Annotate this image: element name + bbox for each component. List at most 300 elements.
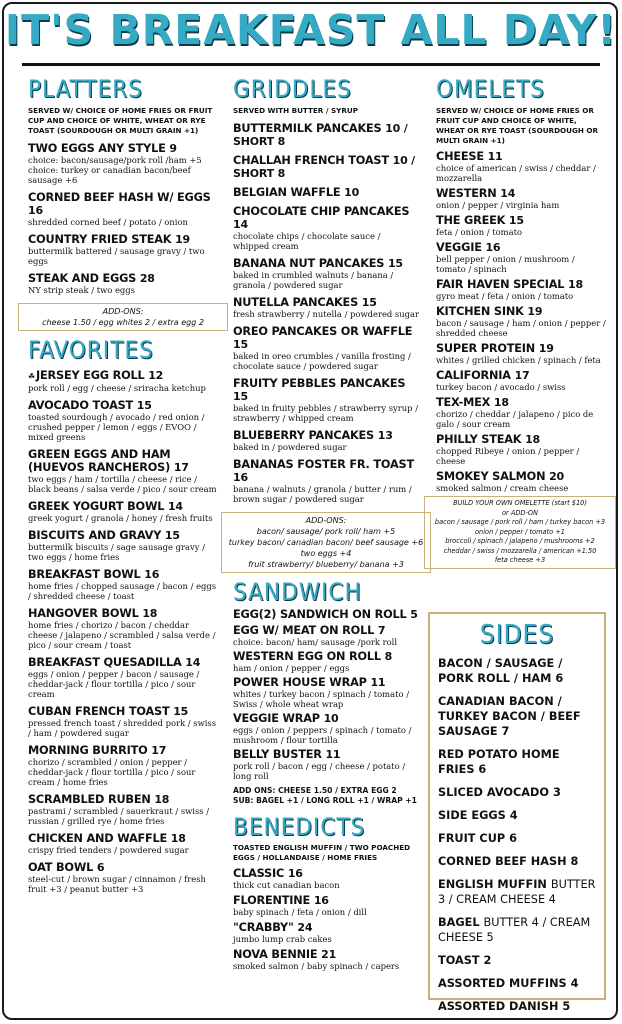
item-title: BUTTERMILK PANCAKES <box>233 122 382 135</box>
griddles-addon-line: fruit strawberry/ blueberry/ banana +3 <box>248 560 404 569</box>
side-item <box>438 656 596 686</box>
item-price: 16 <box>144 568 160 581</box>
side-item <box>438 877 596 907</box>
side-name: ASSORTED MUFFINS <box>438 977 567 990</box>
item-description: chorizo / cheddar / jalapeno / pico de galo / sour cream <box>436 409 594 429</box>
item-price: 10 <box>323 712 339 725</box>
side-name: TOAST <box>438 954 480 967</box>
item-description: choice: bacon/sausage/pork roll /ham +5 choice: turkey or canadian bacon/beef sausage +6 <box>28 155 202 185</box>
item-name <box>233 948 419 961</box>
item-description: toasted sourdough / avocado / red onion / crushed pepper / lemon / eggs / EVOO / mixed greens <box>28 412 205 442</box>
item-name <box>28 705 218 718</box>
item-name <box>233 921 419 934</box>
item-price: 8 <box>384 650 393 663</box>
menu-item <box>233 154 419 180</box>
item-name <box>28 272 218 285</box>
side-item <box>438 953 596 968</box>
item-name <box>28 568 218 581</box>
item-name <box>233 186 419 199</box>
menu-item <box>233 296 419 319</box>
item-name <box>233 325 419 351</box>
item-price: 15 <box>173 705 189 718</box>
menu-item <box>28 448 218 494</box>
side-item <box>438 854 596 869</box>
sides-box <box>428 612 606 1013</box>
item-price: 21 <box>321 948 337 961</box>
side-price: BUTTER 4 / CREAM CHEESE 5 <box>438 916 591 944</box>
menu-item <box>233 458 419 504</box>
benedicts-list <box>233 867 419 971</box>
hot-pepper-icon: ☘ <box>28 372 35 381</box>
platters-note: SERVED W/ CHOICE OF HOME FRIES OR FRUIT CUP AND CHOICE OF WHITE, WHEAT OR RYE TOAST (SOURDOUGH OR MULTI GRAIN +1) <box>28 106 213 135</box>
side-item <box>438 831 596 846</box>
menu-item <box>233 650 419 673</box>
item-title: BISCUITS AND GRAVY <box>28 529 162 542</box>
benedicts-heading: BENEDICTS <box>233 813 366 841</box>
item-description: pastrami / scrambled / sauerkraut / swiss / russian / grilled rye / home fries <box>28 806 210 826</box>
item-price: 14 <box>167 500 183 513</box>
menu-item <box>436 470 606 493</box>
item-name <box>28 793 218 806</box>
menu-item <box>436 396 606 429</box>
item-description: greek yogurt / granola / honey / fresh fruits <box>28 513 213 523</box>
platters-list <box>28 142 218 295</box>
item-name <box>436 150 606 163</box>
item-name <box>436 369 606 382</box>
item-description: chorizo / scrambled / onion / pepper / cheddar-jack / flour tortilla / pico / sour cream / home fries <box>28 757 196 787</box>
item-title: CALIFORNIA <box>436 369 511 382</box>
item-title: AVOCADO TOAST <box>28 399 134 412</box>
item-description: baby spinach / feta / onion / dill <box>233 907 367 917</box>
side-name: ASSORTED DANISH <box>438 1000 559 1013</box>
item-description: ham / onion / pepper / eggs <box>233 663 350 673</box>
page-title: IT'S BREAKFAST ALL DAY! <box>4 6 618 54</box>
item-title: BREAKFAST QUESADILLA <box>28 656 182 669</box>
item-title: NUTELLA PANCAKES <box>233 296 359 309</box>
item-description: banana / walnuts / granola / butter / rum / brown sugar / powdered sugar <box>233 484 412 504</box>
item-name <box>28 656 218 669</box>
item-name <box>436 187 606 200</box>
menu-item <box>28 191 218 227</box>
platters-addons-text: cheese 1.50 / egg whites 2 / extra egg 2 <box>42 318 204 327</box>
item-name <box>233 894 419 907</box>
sandwich-list <box>233 608 419 781</box>
side-name: SLICED AVOCADO <box>438 786 549 799</box>
item-description: eggs / onion / peppers / spinach / tomato / mushroom / flour tortilla <box>233 725 412 745</box>
item-title: FAIR HAVEN SPECIAL <box>436 278 565 291</box>
side-price: 4 <box>570 977 579 990</box>
side-name: FRUIT CUP <box>438 832 506 845</box>
item-price: 15 <box>136 399 152 412</box>
item-description: smoked salmon / cream cheese <box>436 483 569 493</box>
menu-item <box>28 705 218 738</box>
item-price: 17 <box>151 744 167 757</box>
item-price: 16 <box>313 894 329 907</box>
item-title: TEX-MEX <box>436 396 491 409</box>
item-price: 10 / SHORT 8 <box>233 122 408 148</box>
item-price: 11 <box>487 150 503 163</box>
item-price: 9 <box>169 142 177 155</box>
griddles-addons-title: ADD-ONS: <box>305 516 347 525</box>
item-price: 28 <box>139 272 155 285</box>
item-name <box>28 191 218 217</box>
item-title: BELGIAN WAFFLE <box>233 186 341 199</box>
griddles-addon-line: turkey bacon/ canadian bacon/ beef sausage +6 <box>228 538 424 547</box>
item-description: shredded corned beef / potato / onion <box>28 217 188 227</box>
menu-item <box>233 186 419 199</box>
menu-item <box>233 948 419 971</box>
side-name: SIDE EGGS <box>438 809 506 822</box>
item-description: two eggs / ham / tortilla / cheese / rice / black beans / salsa verde / pico / sour cream <box>28 474 217 494</box>
build-line: cheddar / swiss / mozzarella / american +1.50 <box>443 546 597 555</box>
item-description: feta / onion / tomato <box>436 227 523 237</box>
item-description: buttermilk biscuits / sage sausage gravy / two eggs / home fries <box>28 542 205 562</box>
menu-item <box>28 832 218 855</box>
menu-item <box>28 369 218 393</box>
menu-item <box>436 305 606 338</box>
item-name <box>233 122 419 148</box>
side-price: 6 <box>509 832 517 845</box>
item-name <box>436 433 606 446</box>
item-name <box>436 396 606 409</box>
build-line: or ADD-ON <box>501 508 538 517</box>
item-title: BANANA NUT PANCAKES <box>233 257 385 270</box>
menu-item <box>28 272 218 295</box>
item-description: onion / pepper / virginia ham <box>436 200 560 210</box>
middle-column <box>228 75 424 971</box>
build-line: feta cheese +3 <box>494 556 546 564</box>
sandwich-heading: SANDWICH <box>233 578 362 606</box>
side-name: CANADIAN BACON / TURKEY BACON / BEEF SAUSAGE <box>438 695 581 738</box>
menu-item <box>28 500 218 523</box>
item-description: bell pepper / onion / mushroom / tomato / spinach <box>436 254 575 274</box>
item-price: 15 <box>233 338 248 351</box>
item-price: 18 <box>170 832 186 845</box>
menu-item <box>28 142 218 185</box>
side-price: 6 <box>478 763 487 776</box>
item-name <box>436 278 606 291</box>
item-title: OREO PANCAKES OR WAFFLE <box>233 325 413 338</box>
side-name: BAGEL <box>438 916 480 929</box>
menu-item <box>28 656 218 699</box>
item-name <box>436 305 606 318</box>
sides-heading: SIDES <box>479 620 555 650</box>
griddles-note: SERVED WITH BUTTER / SYRUP <box>233 106 358 115</box>
item-price: 18 <box>567 278 583 291</box>
side-price: 2 <box>483 954 492 967</box>
item-description: steel-cut / brown sugar / cinnamon / fresh fruit +3 / peanut butter +3 <box>28 874 206 894</box>
item-name <box>233 257 419 270</box>
item-price: 18 <box>493 396 509 409</box>
title-divider <box>22 63 600 66</box>
item-title: GREEK YOGURT BOWL <box>28 500 165 513</box>
side-price: 3 <box>552 786 561 799</box>
menu-item <box>28 399 218 442</box>
item-name <box>233 377 419 403</box>
item-title: CHOCOLATE CHIP PANCAKES <box>233 205 410 218</box>
item-price: 15 <box>233 390 248 403</box>
item-title: STEAK AND EGGS <box>28 272 137 285</box>
side-item <box>438 785 596 800</box>
sandwich-addons: ADD ONS: CHEESE 1.50 / EXTRA EGG 2 <box>233 786 397 795</box>
menu-item <box>233 205 419 251</box>
item-price: 19 <box>538 342 554 355</box>
item-name <box>28 500 218 513</box>
sandwich-subs: SUB: BAGEL +1 / LONG ROLL +1 / WRAP +1 <box>233 796 417 805</box>
menu-item <box>436 369 606 392</box>
item-name <box>28 233 218 246</box>
side-item <box>438 915 596 945</box>
item-description: gyro meat / feta / onion / tomato <box>436 291 574 301</box>
item-price: 18 <box>154 793 170 806</box>
item-name <box>28 369 218 383</box>
favorites-heading: FAVORITES <box>28 336 154 364</box>
item-price: 16 <box>28 204 43 217</box>
item-description: smoked salmon / baby spinach / capers <box>233 961 400 971</box>
item-title: SCRAMBLED RUBEN <box>28 793 151 806</box>
omelets-list <box>436 150 606 493</box>
sides-list <box>438 656 596 1014</box>
item-name <box>233 154 419 180</box>
platters-addons-title: ADD-ONS: <box>102 307 144 316</box>
item-price: 24 <box>297 921 313 934</box>
item-price: 13 <box>377 429 393 442</box>
side-name: ENGLISH MUFFIN <box>438 878 547 891</box>
item-description: pressed french toast / shredded pork / swiss / ham / powdered sugar <box>28 718 217 738</box>
menu-item <box>233 325 419 371</box>
item-name <box>233 624 419 637</box>
menu-item <box>233 122 419 148</box>
menu-item <box>233 429 419 452</box>
item-price: 19 <box>175 233 190 246</box>
build-line: broccoli / spinach / jalapeno / mushrooms +2 <box>445 537 595 545</box>
item-price: 10 <box>344 186 360 199</box>
item-price: 10 / SHORT 8 <box>233 154 415 180</box>
menu-item <box>436 433 606 466</box>
item-description: pork roll / egg / cheese / sriracha ketchup <box>28 383 206 393</box>
item-description: jumbo lump crab cakes <box>233 934 332 944</box>
item-price: 7 <box>377 624 386 637</box>
item-description: home fries / chopped sausage / bacon / eggs / shredded cheese / toast <box>28 581 217 601</box>
menu-item <box>436 150 606 183</box>
item-title: GREEN EGGS AND HAM (HUEVOS RANCHEROS) <box>28 448 171 474</box>
item-name <box>233 429 419 442</box>
item-price: 16 <box>485 241 501 254</box>
item-title: BREAKFAST BOWL <box>28 568 141 581</box>
item-name <box>233 205 419 231</box>
item-description: NY strip steak / two eggs <box>28 285 135 295</box>
item-price: 15 <box>508 214 524 227</box>
item-name <box>28 448 218 474</box>
item-price: 16 <box>233 471 248 484</box>
item-name <box>28 832 218 845</box>
item-title: VEGGIE <box>436 241 482 254</box>
item-title: SUPER PROTEIN <box>436 342 536 355</box>
menu-item <box>233 867 419 890</box>
menu-item <box>233 624 419 647</box>
item-title: SMOKEY SALMON <box>436 470 546 483</box>
item-description: turkey bacon / avocado / swiss <box>436 382 566 392</box>
item-title: TWO EGGS ANY STYLE <box>28 142 166 155</box>
platters-heading: PLATTERS <box>28 75 143 103</box>
item-price: 18 <box>525 433 540 446</box>
omelets-heading: OMELETS <box>436 75 545 103</box>
item-name <box>28 861 218 874</box>
item-description: chocolate chips / chocolate sauce / whipped cream <box>233 231 381 251</box>
item-price: 14 <box>500 187 516 200</box>
item-description: eggs / onion / pepper / bacon / sausage / cheddar-jack / flour tortilla / pico / sour cream <box>28 669 200 699</box>
item-title: PHILLY STEAK <box>436 433 522 446</box>
item-description: whites / grilled chicken / spinach / feta <box>436 355 601 365</box>
item-price: 15 <box>164 529 180 542</box>
item-title: WESTERN <box>436 187 497 200</box>
item-description: thick cut canadian bacon <box>233 880 340 890</box>
item-name <box>436 241 606 254</box>
side-item <box>438 808 596 823</box>
platters-addons-box <box>18 303 228 331</box>
right-column <box>436 76 606 569</box>
item-title: THE GREEK <box>436 214 506 227</box>
item-title: VEGGIE WRAP <box>233 712 320 725</box>
griddles-addon-line: bacon/ sausage/ pork roll/ ham +5 <box>256 527 396 536</box>
side-name: RED POTATO HOME FRIES <box>438 748 560 776</box>
menu-item <box>436 187 606 210</box>
item-price: 12 <box>148 369 164 382</box>
menu-item <box>28 568 218 601</box>
item-title: OAT BOWL <box>28 861 94 874</box>
item-description: fresh strawberry / nutella / powdered sugar <box>233 309 419 319</box>
item-title: WESTERN EGG ON ROLL <box>233 650 381 663</box>
item-description: home fries / chorizo / bacon / cheddar cheese / jalapeno / scrambled / salsa verde / pico / sour cream / toast <box>28 620 216 650</box>
item-name <box>28 399 218 412</box>
item-price: 11 <box>370 676 386 689</box>
item-title: BANANAS FOSTER FR. TOAST <box>233 458 414 471</box>
item-title: COUNTRY FRIED STEAK <box>28 233 172 246</box>
item-title: CORNED BEEF HASH W/ EGGS <box>28 191 211 204</box>
item-price: 15 <box>361 296 377 309</box>
menu-item <box>436 278 606 301</box>
item-title: FRUITY PEBBLES PANCAKES <box>233 377 406 390</box>
menu-item <box>436 342 606 365</box>
item-name <box>233 676 419 689</box>
item-name <box>233 296 419 309</box>
griddles-heading: GRIDDLES <box>233 75 352 103</box>
item-price: 15 <box>387 257 403 270</box>
item-price: 5 <box>410 608 418 621</box>
griddles-list <box>233 122 419 504</box>
item-price: 6 <box>96 861 105 874</box>
left-column <box>28 76 218 894</box>
build-line: onion / pepper / tomato +1 <box>475 527 565 536</box>
griddles-addon-line: two eggs +4 <box>300 549 352 558</box>
menu-item <box>233 712 419 745</box>
item-description: whites / turkey bacon / spinach / tomato / Swiss / whole wheat wrap <box>233 689 410 709</box>
item-name <box>233 608 419 621</box>
side-item <box>438 747 596 777</box>
build-omelette-box <box>424 496 616 569</box>
item-title: CUBAN FRENCH TOAST <box>28 705 170 718</box>
item-title: BLUEBERRY PANCAKES <box>233 429 374 442</box>
griddles-addons-box <box>221 512 431 573</box>
menu-item <box>233 894 419 917</box>
item-title: CHALLAH FRENCH TOAST <box>233 154 389 167</box>
item-title: CLASSIC <box>233 867 285 880</box>
item-description: baked in oreo crumbles / vanilla frosting / chocolate sauce / powdered sugar <box>233 351 411 371</box>
build-line: bacon / sausage / pork roll / ham / turkey bacon +3 <box>434 518 606 526</box>
side-item <box>438 976 596 991</box>
menu-item <box>436 241 606 274</box>
item-name <box>28 142 218 155</box>
item-description: bacon / sausage / ham / onion / pepper / shredded cheese <box>436 318 606 338</box>
item-description: choice: bacon/ ham/ sausage /pork roll <box>233 637 398 647</box>
menu-item <box>28 607 218 650</box>
item-title: MORNING BURRITO <box>28 744 148 757</box>
item-price: 17 <box>173 461 189 474</box>
menu-item <box>28 233 218 266</box>
item-description: chopped Ribeye / onion / pepper / cheese <box>436 446 580 466</box>
favorites-list <box>28 369 218 894</box>
item-description: buttermilk battered / sausage gravy / two eggs <box>28 246 205 266</box>
menu-item <box>436 214 606 237</box>
item-price: 11 <box>325 748 341 761</box>
item-name <box>233 748 419 761</box>
item-title: KITCHEN SINK <box>436 305 524 318</box>
item-name <box>28 529 218 542</box>
side-price: 7 <box>501 725 510 738</box>
item-title: CHEESE <box>436 150 484 163</box>
side-price: 6 <box>555 672 564 685</box>
item-title: POWER HOUSE WRAP <box>233 676 367 689</box>
menu-item <box>28 861 218 894</box>
item-title: EGG(2) SANDWICH ON ROLL <box>233 608 407 621</box>
menu-item <box>233 748 419 781</box>
item-price: 17 <box>514 369 530 382</box>
item-description: pork roll / bacon / egg / cheese / potato / long roll <box>233 761 406 781</box>
item-price: 14 <box>233 218 248 231</box>
item-title: "CRABBY" <box>233 921 294 934</box>
item-description: choice of american / swiss / cheddar / mozzarella <box>436 163 596 183</box>
item-name <box>436 342 606 355</box>
menu-item <box>233 257 419 290</box>
side-item <box>438 694 596 739</box>
item-name <box>436 214 606 227</box>
menu-item <box>28 529 218 562</box>
side-price: 8 <box>570 855 579 868</box>
item-description: baked in fruity pebbles / strawberry syrup / strawberry / whipped cream <box>233 403 419 423</box>
item-name <box>233 650 419 663</box>
item-description: crispy fried tenders / powdered sugar <box>28 845 189 855</box>
omelets-note: SERVED W/ CHOICE OF HOME FRIES OR FRUIT CUP AND CHOICE OF WHITE, WHEAT OR RYE TOAST (SOURDOUGH OR MULTI GRAIN +1) <box>436 106 599 145</box>
item-description: baked in crumbled walnuts / banana / granola / powdered sugar <box>233 270 394 290</box>
item-name <box>233 458 419 484</box>
item-name <box>233 867 419 880</box>
menu-item <box>233 377 419 423</box>
side-item <box>438 999 596 1014</box>
item-description: baked in / powdered sugar <box>233 442 347 452</box>
build-line: BUILD YOUR OWN OMELETTE (start $10) <box>453 499 587 507</box>
benedicts-note: TOASTED ENGLISH MUFFIN / TWO POACHED EGGS / HOLLANDAISE / HOME FRIES <box>233 843 411 862</box>
item-name <box>28 607 218 620</box>
menu-item <box>233 608 419 621</box>
side-name: BACON / SAUSAGE / PORK ROLL / HAM <box>438 657 563 685</box>
item-price: 18 <box>142 607 158 620</box>
menu-item <box>28 793 218 826</box>
item-name <box>28 744 218 757</box>
menu-item <box>233 921 419 944</box>
side-price: 4 <box>509 809 518 822</box>
item-title: NOVA BENNIE <box>233 948 318 961</box>
menu-item <box>28 744 218 787</box>
